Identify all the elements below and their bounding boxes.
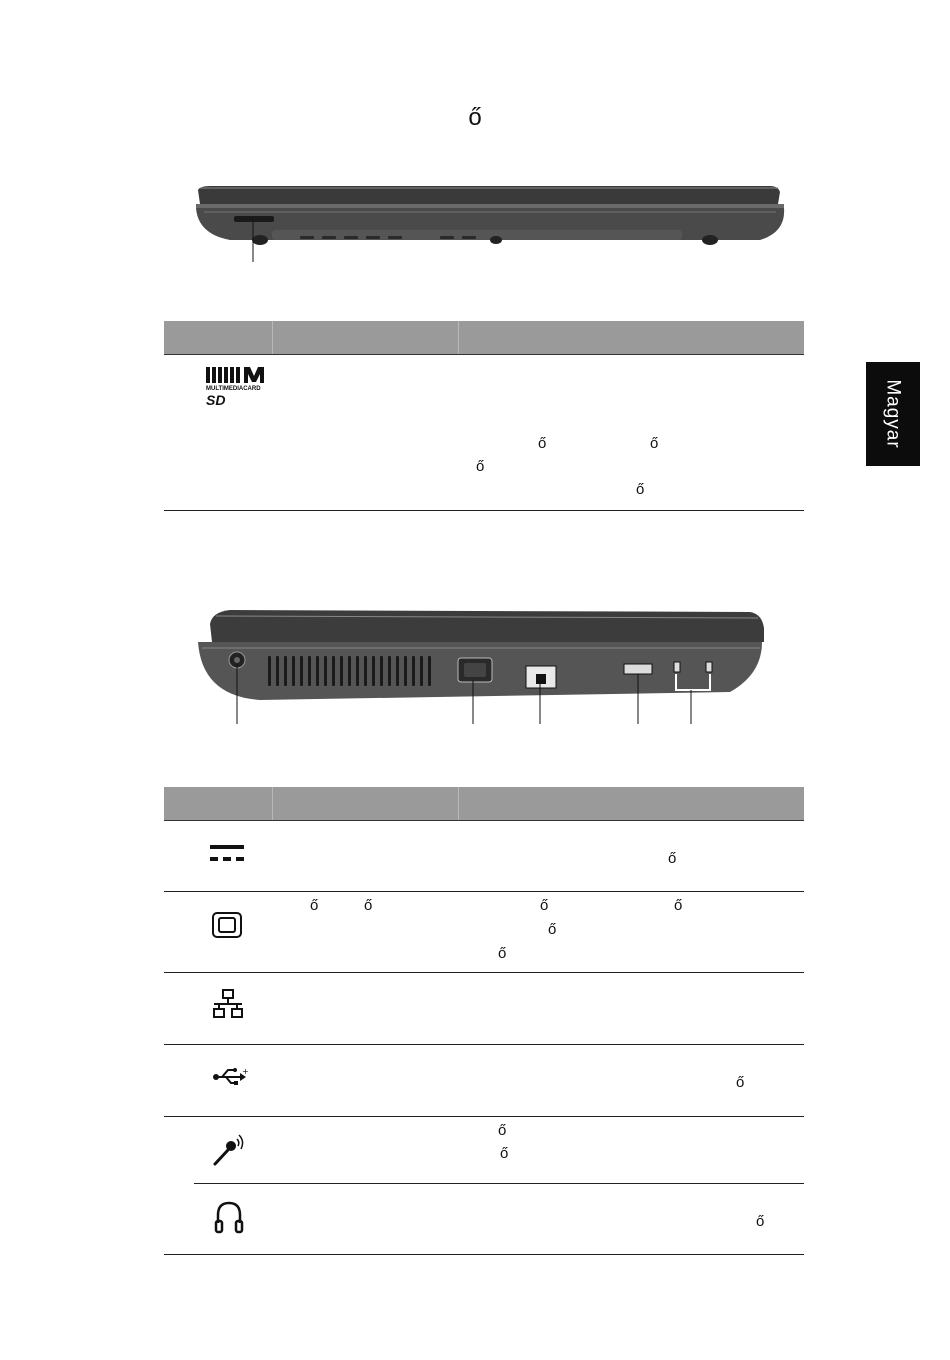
multimediacard-logo-text: MULTIMEDIACARD (206, 386, 261, 392)
text-fragment: ő (364, 897, 373, 914)
usb-icon (212, 1067, 248, 1087)
table-row (164, 1117, 804, 1184)
table-row (164, 892, 804, 973)
svg-text:+: + (242, 1067, 249, 1076)
text-fragment: ő (498, 945, 507, 962)
language-tab-label: Magyar (883, 379, 905, 449)
display-port-icon (212, 912, 242, 938)
page-heading: ő (468, 104, 482, 131)
laptop-left-view (190, 604, 790, 724)
left-view-table (164, 787, 804, 1255)
dc-in-icon (210, 843, 246, 865)
text-fragment: ő (674, 897, 683, 914)
text-fragment: ő (310, 897, 319, 914)
text-fragment: ő (756, 1213, 765, 1230)
multimediacard-sd-icon (206, 367, 268, 407)
headphones-icon (214, 1201, 244, 1235)
text-fragment: ő (548, 921, 557, 938)
microphone-icon (212, 1133, 246, 1167)
text-fragment: ő (500, 1145, 509, 1162)
table-row (164, 1045, 804, 1117)
text-fragment: ő (636, 481, 645, 498)
text-fragment: ő (668, 850, 677, 867)
text-fragment: ő (650, 435, 659, 452)
text-fragment: ő (498, 1122, 507, 1139)
table-row (164, 355, 804, 511)
table-header (164, 321, 804, 355)
language-tab (866, 362, 920, 466)
table-row (164, 973, 804, 1045)
network-icon (212, 989, 244, 1019)
text-fragment: ő (736, 1074, 745, 1091)
front-view-table (164, 321, 804, 511)
table-header (164, 787, 804, 821)
table-row (164, 821, 804, 892)
table-row (164, 1184, 804, 1255)
laptop-front-view (190, 182, 790, 262)
text-fragment: ő (538, 435, 547, 452)
text-fragment: ő (540, 897, 549, 914)
text-fragment: ő (476, 458, 485, 475)
svg-text:SD: SD (206, 392, 226, 408)
